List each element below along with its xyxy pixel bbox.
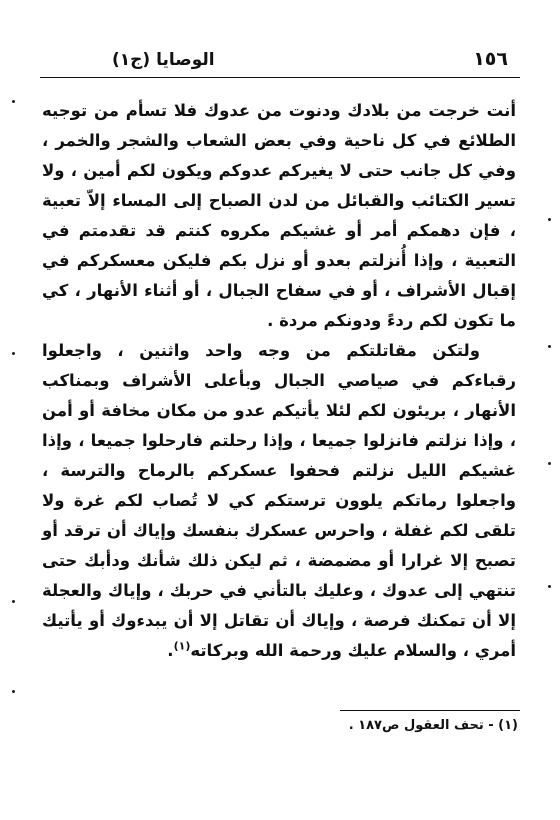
margin-dot	[548, 585, 551, 588]
margin-dot	[548, 345, 551, 348]
margin-dot	[12, 352, 15, 355]
paragraph: أنت خرجت من بلادك ودنوت من عدوك فلا تسأم من توجيه الطلائع في كل ناحية وفي بعض الشعاب والشجر والخمر ، وفي كل جانب حتى لا يغيركم عدوكم ويكون لكم أمين ، ولا تسير الكتائب والقبائل من لدن الصباح إلى المساء إلاّ تعبية ، فإن دهمكم أمر أو غشيكم مكروه كنتم قد تقدمتم في التعبية ، وإذا أُنزلتم بعدو أو نزل بكم فليكن معسكركم في إقبال الأشراف ، أو في سفاح الجبال ، أو أثناء الأنهار ، كي ما تكون لكم ردءً ودونكم مردة .	[42, 101, 516, 330]
margin-dot	[12, 600, 15, 603]
header-rule	[40, 77, 520, 78]
body-text	[42, 96, 516, 666]
running-title: الوصايا (ج١)	[112, 50, 215, 70]
running-header	[40, 44, 520, 74]
paragraph: ولتكن مقاتلتكم من وجه واحد واثنين ، واجعلوا رقباءكم في صياصي الجبال وبأعلى الأشراف وبمناكب الأنهار ، بريئون لكم لئلا يأتيكم عدو من مكان مخافة أو أمن ، وإذا نزلتم فانزلوا جميعا ، وإذا رحلتم فارحلوا جميعا ، وإذا غشيكم الليل نزلتم فحفوا عسكركم بالرماح والترسة ، واجعلوا رماتكم يلوون ترستكم كي لا تُصاب لكم غرة ولا تلقى لكم غفلة ، واحرس عسكرك بنفسك وإياك أن ترقد أو تصبح إلا غرارا أو مضمضة ، ثم ليكن ذلك شأنك ودأبك حتى تنتهي إلى عدوك ، وعليك بالتأني في حربك ، وإياك والعجلة إلا أن تمكنك فرصة ، وإياك أن تقاتل إلا أن يبدءوك أو يأتيك أمري ، والسلام عليك ورحمة الله وبركاته$^{(١)}$.	[42, 341, 516, 660]
footnote-marker: (١)	[173, 639, 191, 653]
margin-dot	[548, 462, 551, 465]
margin-dot	[548, 218, 551, 221]
paragraph-text: ولتكن مقاتلتكم من وجه واحد واثنين ، واجعلوا رقباءكم في صياصي الجبال وبأعلى الأشراف وبمناكب الأنهار ، بريئون لكم لئلا يأتيكم عدو من مكان مخافة أو أمن ، وإذا نزلتم فانزلوا جميعا ، وإذا رحلتم فارحلوا جميعا ، وإذا غشيكم الليل نزلتم فحفوا عسكركم بالرماح والترسة ، واجعلوا رماتكم يلوون ترستكم كي لا تُصاب لكم غرة ولا تلقى لكم غفلة ، واحرس عسكرك بنفسك وإياك أن ترقد أو تصبح إلا غرارا أو مضمضة ، ثم ليكن ذلك شأنك ودأبك حتى تنتهي إلى عدوك ، وعليك بالتأني في حربك ، وإياك والعجلة إلا أن تمكنك فرصة ، وإياك أن تقاتل إلا أن يبدءوك أو يأتيك أمري ، والسلام عليك ورحمة الله وبركاته	[42, 341, 516, 660]
footnote-rule	[340, 710, 520, 711]
margin-dot	[12, 690, 15, 693]
page-number: ١٥٦	[473, 48, 508, 70]
margin-dot	[12, 100, 15, 103]
footnote: (١) - تحف العقول ص١٨٧ .	[348, 718, 518, 733]
